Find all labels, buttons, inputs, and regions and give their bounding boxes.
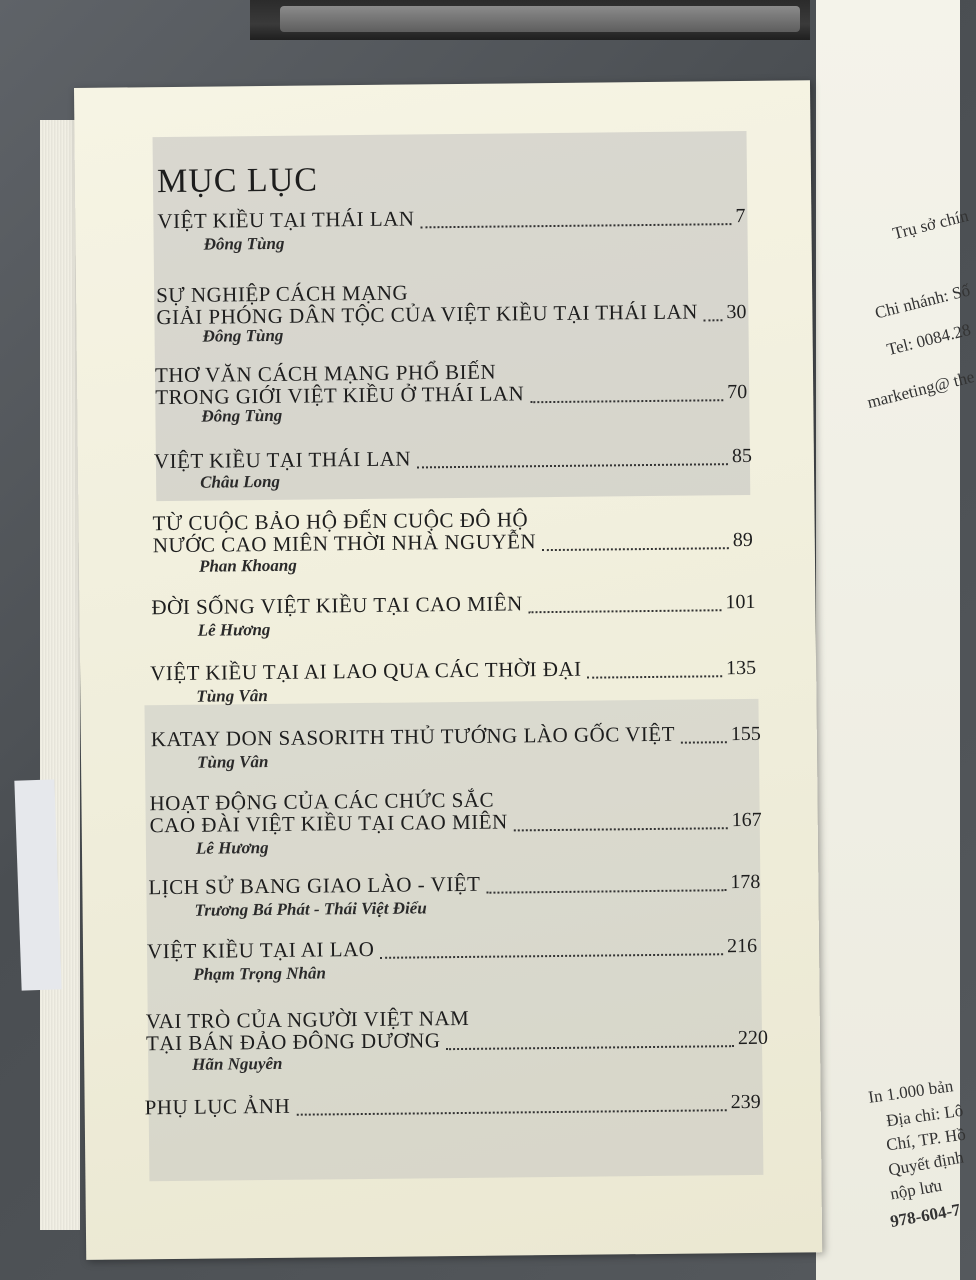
entry-title-line: ĐỜI SỐNG VIỆT KIỀU TẠI CAO MIÊN	[151, 591, 523, 620]
entry-page-number: 155	[730, 722, 761, 746]
entry-title-line: THƠ VĂN CÁCH MẠNG PHỔ BIẾN	[154, 359, 497, 388]
toc-page	[74, 80, 822, 1260]
entry-author: Lê Hương	[197, 619, 271, 640]
page-stack-edge	[40, 120, 80, 1230]
facing-line: In 1.000 bản	[867, 1076, 955, 1107]
dot-leader	[528, 607, 721, 613]
entry-title-line: GIẢI PHÓNG DÂN TỘC CỦA VIỆT KIỀU TẠI THÁI LAN	[156, 299, 698, 330]
entry-title-line: CAO ĐÀI VIỆT KIỀU TẠI CAO MIÊN	[149, 809, 508, 838]
entry-title-line: VIỆT KIỀU TẠI THÁI LAN	[153, 446, 412, 474]
entry-title-line: SỰ NGHIỆP CÁCH MẠNG	[156, 280, 409, 308]
entry-title-line: VIỆT KIỀU TẠI AI LAO	[146, 936, 375, 964]
entry-title-line: LỊCH SỬ BANG GIAO LÀO - VIỆT	[148, 871, 481, 900]
facing-line: Trụ sở chín	[890, 205, 971, 244]
facing-page	[816, 0, 976, 1280]
entry-page-number: 30	[726, 300, 747, 324]
entry-title-line: TRONG GIỚI VIỆT KIỀU Ở THÁI LAN	[155, 381, 525, 410]
entry-page-number: 89	[732, 528, 753, 552]
entry-title-line: VAI TRÒ CỦA NGƯỜI VIỆT NAM	[145, 1005, 470, 1034]
facing-line: nộp lưu	[888, 1175, 944, 1204]
dot-leader	[542, 545, 729, 551]
entry-title-line: TỪ CUỘC BẢO HỘ ĐẾN CUỘC ĐÔ HỘ	[152, 507, 529, 536]
entry-page-number: 178	[730, 870, 761, 894]
entry-author: Trương Bá Phát - Thái Việt Điểu	[194, 898, 427, 920]
facing-line: marketing@ the	[865, 367, 976, 412]
facing-line: Quyết định	[886, 1147, 966, 1180]
entry-page-number: 135	[725, 656, 757, 680]
entry-title-line: PHỤ LỤC ẢNH	[144, 1093, 291, 1120]
entry-page-number: 7	[735, 204, 746, 228]
entry-author: Đông Tùng	[203, 233, 285, 254]
facing-line: Chí, TP. Hồ	[884, 1124, 967, 1155]
dot-leader	[587, 673, 722, 678]
entry-author: Hãn Nguyên	[192, 1053, 283, 1074]
entry-author: Phạm Trọng Nhân	[193, 963, 326, 984]
entry-author: Tùng Vân	[196, 686, 268, 706]
entry-page-number: 101	[725, 590, 756, 614]
entry-title-line: HOẠT ĐỘNG CỦA CÁC CHỨC SẮC	[149, 787, 495, 816]
entry-page-number: 216	[726, 934, 758, 958]
page-title: MỤC LỤC	[156, 161, 319, 201]
facing-line: 978-604-7	[888, 1200, 962, 1232]
entry-author: Đông Tùng	[201, 405, 283, 426]
paper-tag	[14, 779, 61, 990]
running-footer	[155, 1169, 159, 1185]
entry-page-number: 70	[727, 380, 748, 404]
entry-title-line: VIỆT KIỀU TẠI THÁI LAN	[157, 206, 415, 234]
entry-page-number: 167	[731, 808, 762, 832]
laptop-hinge	[280, 6, 800, 32]
dot-leader	[703, 317, 722, 321]
entry-title-line: VIỆT KIỀU TẠI AI LAO QUA CÁC THỜI ĐẠI	[150, 656, 582, 686]
facing-line: Chi nhánh: Số	[873, 280, 973, 323]
entry-page-number: 220	[737, 1026, 769, 1050]
entry-title-line: KATAY DON SASORITH THỦ TƯỚNG LÀO GỐC VIỆT	[150, 721, 676, 752]
entry-page-number: 239	[730, 1090, 761, 1114]
entry-author: Đông Tùng	[202, 325, 284, 346]
entry-page-number: 85	[731, 444, 753, 468]
entry-title-line: TẠI BÁN ĐẢO ĐÔNG DƯƠNG	[145, 1028, 441, 1056]
dot-leader	[681, 739, 727, 743]
laptop-edge	[250, 0, 810, 40]
entry-author: Tùng Vân	[196, 752, 269, 772]
facing-line: Địa chỉ: Lô	[884, 1100, 965, 1131]
entry-author: Phan Khoang	[198, 555, 297, 576]
entry-title-line: NƯỚC CAO MIÊN THỜI NHÀ NGUYỄN	[152, 529, 537, 558]
entry-author: Lê Hương	[195, 838, 269, 858]
entry-author: Châu Long	[200, 471, 281, 492]
facing-line: Tel: 0084.28	[884, 319, 973, 360]
